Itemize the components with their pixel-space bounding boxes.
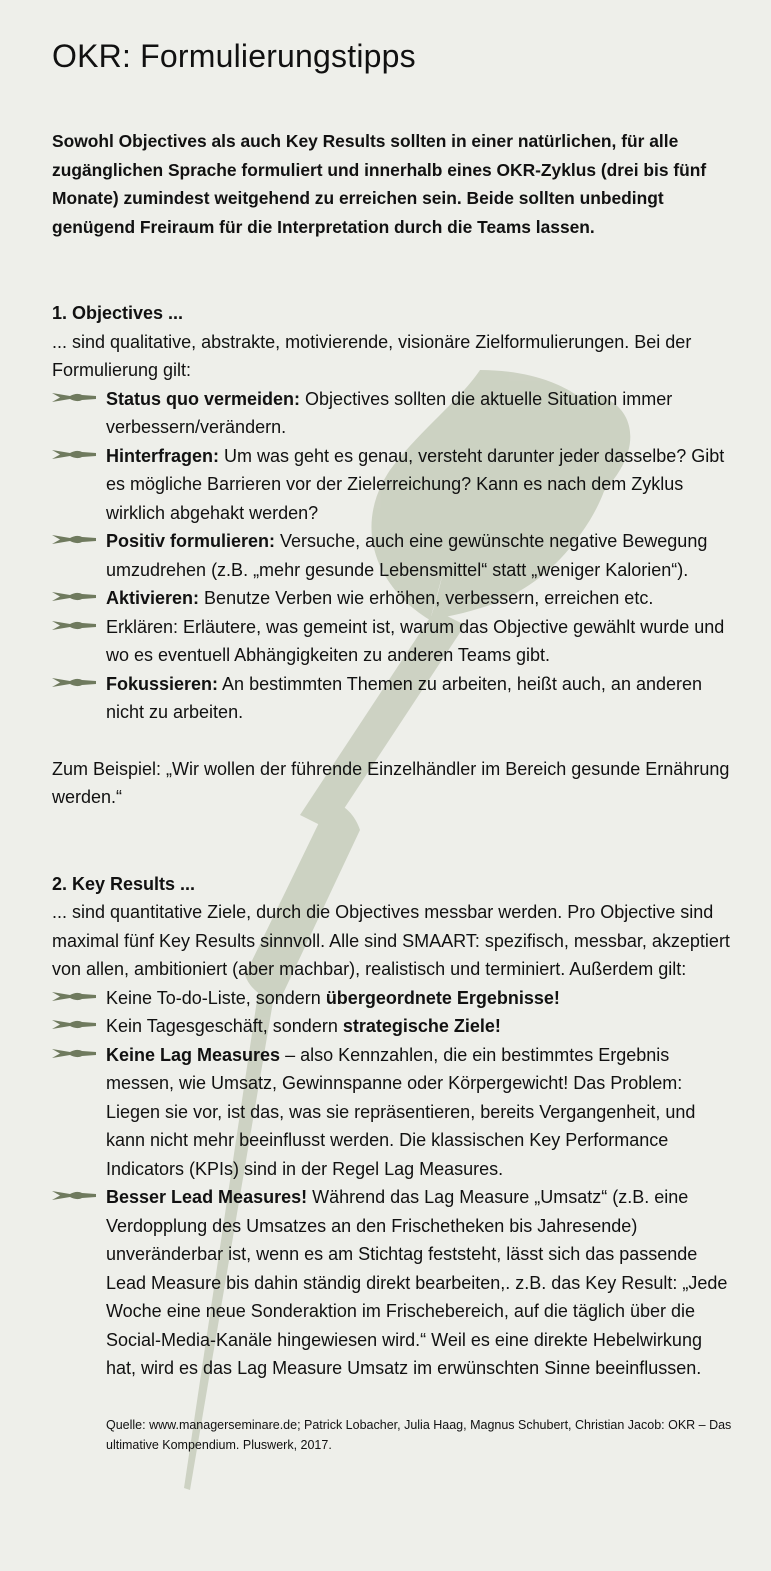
dart-icon xyxy=(50,615,98,637)
key-result-text: – also Kennzahlen, die ein bestimmtes Ergebnis messen, wie Umsatz, Gewinnspanne oder Körpergewicht! Das Problem: Liegen sie vor, ist das, was sie repräsentieren, bereits Vergangenheit, und kann nicht mehr beeinflusst werden. Die klassischen Key Performance Indicators (KPIs) sind in der Regel Lag Measures. xyxy=(106,1044,696,1179)
objective-item xyxy=(52,385,732,442)
objective-item xyxy=(52,584,732,613)
objectives-description: ... sind qualitative, abstrakte, motivierende, visionäre Zielformulierungen. Bei der Formulierung gilt: xyxy=(52,331,692,380)
page-title: OKR: Formulierungstipps xyxy=(52,38,416,74)
objective-text: Erklären: Erläutere, was gemeint ist, warum das Objective gewählt wurde und wo es eventuell Abhängigkeiten zu anderen Teams gibt. xyxy=(106,616,725,665)
key-result-item xyxy=(52,1183,732,1383)
key-result-bold: übergeordnete Ergebnisse! xyxy=(325,987,560,1008)
dart-icon xyxy=(50,529,98,551)
objective-text: Versuche, auch eine gewünschte negative Bewegung umzudrehen (z.B. „mehr gesunde Lebensmittel“ statt „weniger Kalorien“). xyxy=(106,531,708,580)
objective-item xyxy=(52,670,732,727)
objective-text: Objectives sollten die aktuelle Situation immer verbessern/verändern. xyxy=(106,388,673,437)
objective-item xyxy=(52,613,732,670)
source-citation: Quelle: www.managerseminare.de; Patrick Lobacher, Julia Haag, Magnus Schubert, Christian Jacob: OKR – Das ultimative Kompendium. Pluswerk, 2017. xyxy=(106,1417,732,1452)
key-result-bold: Keine Lag Measures xyxy=(106,1044,281,1065)
objective-text: Um was geht es genau, versteht darunter jeder dasselbe? Gibt es mögliche Barrieren vor der Zielerreichung? Kann es nach dem Zyklus wirklich abgehakt werden? xyxy=(106,445,725,523)
objective-example: Zum Beispiel: „Wir wollen der führende Einzelhändler im Bereich gesunde Ernährung werden.“ xyxy=(52,758,730,807)
key-results-description: ... sind quantitative Ziele, durch die Objectives messbar werden. Pro Objective sind maximal fünf Key Results sinnvoll. Alle sind SMAART: spezifisch, messbar, akzeptiert von allen, ambitioniert (aber machbar), realistisch und terminiert. Außerdem gilt: xyxy=(52,902,730,979)
key-results-heading: 2. Key Results ... xyxy=(52,873,196,894)
dart-icon xyxy=(50,1043,98,1065)
dart-icon xyxy=(50,586,98,608)
key-result-bold: Besser Lead Measures! xyxy=(106,1187,308,1207)
key-result-text: Keine To-do-Liste, sondern xyxy=(106,987,326,1008)
key-result-item xyxy=(52,984,732,1013)
dart-icon xyxy=(50,672,98,694)
dart-icon xyxy=(50,986,98,1008)
content xyxy=(52,38,732,1455)
intro-text: Sowohl Objectives als auch Key Results sollten in einer natürlichen, für alle zugänglichen Sprache formuliert und innerhalb eines OKR-Zyklus (drei bis fünf Monate) zumindest weitgehend zu erreichen sein. Beide sollten unbedingt genügend Freiraum für die Interpretation durch die Teams lassen. xyxy=(52,131,707,237)
objective-text: Benutze Verben wie erhöhen, verbessern, erreichen etc. xyxy=(199,588,654,608)
objective-bold: Hinterfragen: xyxy=(106,445,220,466)
dart-icon xyxy=(50,1014,98,1036)
dart-icon xyxy=(50,444,98,466)
objectives-list xyxy=(52,385,732,727)
dart-icon xyxy=(50,1185,98,1207)
objective-text: An bestimmten Themen zu arbeiten, heißt auch, an anderen nicht zu arbeiten. xyxy=(106,673,703,722)
objectives-heading: 1. Objectives ... xyxy=(52,303,184,323)
key-result-bold: strategische Ziele! xyxy=(342,1016,501,1036)
objective-bold: Aktivieren: xyxy=(106,588,200,608)
objective-bold: Status quo vermeiden: xyxy=(106,388,301,409)
key-result-text: Während das Lag Measure „Umsatz“ (z.B. eine Verdopplung des Umsatzes an den Frischetheken bis Jahresende) unveränderbar ist, wenn es am Stichtag feststeht, lässt sich das passende Lead Measure bis dahin ständig direkt bearbeiten,. z.B. das Key Result: „Jede Woche eine neue Sonderaktion im Frischebereich, auf die täglich über die Social-Media-Kanäle hingewiesen wird.“ Weil es eine direkte Hebelwirkung hat, wird es das Lag Measure Umsatz im erwünschten Sinne beeinflussen. xyxy=(106,1187,728,1378)
objective-bold: Positiv formulieren: xyxy=(106,531,276,551)
objective-item xyxy=(52,527,732,584)
dart-icon xyxy=(50,387,98,409)
objective-bold: Fokussieren: xyxy=(106,673,219,694)
key-results-list xyxy=(52,984,732,1383)
key-result-item xyxy=(52,1041,732,1184)
objective-item xyxy=(52,442,732,528)
key-result-item xyxy=(52,1012,732,1041)
key-result-text: Kein Tagesgeschäft, sondern xyxy=(106,1016,343,1036)
